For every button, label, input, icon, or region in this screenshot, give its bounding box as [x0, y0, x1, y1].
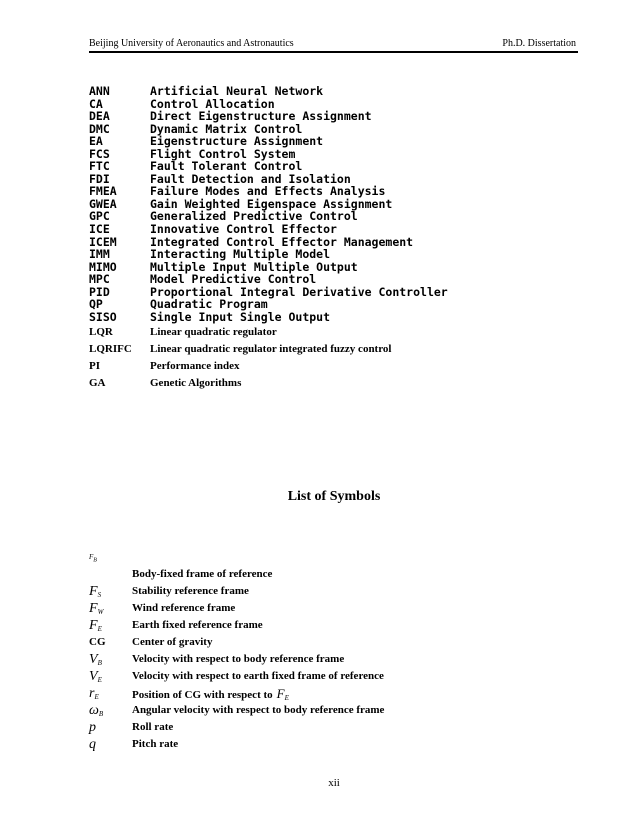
inline-symbol [277, 686, 289, 701]
abbreviation-value: Eigenstructure Assignment [150, 134, 324, 149]
symbol-notation [89, 736, 96, 757]
tiny-symbol [89, 553, 97, 564]
symbol-description [132, 600, 235, 617]
abbreviation-key: QP [89, 297, 103, 312]
abbreviation-key: ICEM [89, 234, 117, 249]
symbol-row [89, 566, 549, 583]
abbreviation-row [89, 160, 549, 173]
symbol-description-text: Center of gravity [132, 636, 213, 648]
abbreviation-value: Quadratic Program [150, 297, 268, 312]
abbreviation-value: Fault Detection and Isolation [150, 171, 351, 186]
symbol-row [89, 685, 549, 702]
abbreviation-row [89, 248, 549, 261]
abbreviation-row [89, 135, 549, 148]
symbol-subscript: W [97, 608, 104, 616]
symbol-description-text: Earth fixed reference frame [132, 619, 263, 631]
header-doc-type: Ph.D. Dissertation [502, 38, 576, 49]
abbreviation-value: Dynamic Matrix Control [150, 121, 303, 136]
tiny-symbol-base: F [89, 553, 94, 561]
symbol-base: V [89, 652, 98, 667]
abbreviation-row [89, 324, 549, 341]
abbreviation-value: Multiple Input Multiple Output [150, 259, 358, 274]
symbol-row [89, 719, 549, 736]
abbreviation-value: Direct Eigenstructure Assignment [150, 109, 372, 124]
symbol-description-text: Body-fixed frame of reference [132, 568, 273, 580]
symbol-row [89, 583, 549, 600]
symbol-description-text: Position of CG with respect to [132, 689, 273, 701]
symbol-base: q [89, 737, 96, 752]
symbol-base: F [89, 601, 98, 616]
page-number: xii [328, 777, 340, 789]
abbreviation-key: MIMO [89, 259, 117, 274]
symbol-subscript: B [97, 659, 102, 667]
abbreviation-key: IMM [89, 247, 110, 262]
abbreviation-value: Control Allocation [150, 96, 275, 111]
symbol-subscript: E [94, 693, 99, 701]
abbreviation-key: DEA [89, 109, 110, 124]
inline-symbol-subscript: E [284, 694, 289, 702]
abbreviation-value: Artificial Neural Network [150, 84, 324, 98]
symbol-base: F [89, 618, 98, 633]
symbol-list [89, 566, 549, 753]
inline-symbol-base: F [276, 686, 285, 701]
abbreviation-row [89, 311, 549, 324]
symbol-row [89, 617, 549, 634]
abbreviation-value: Linear quadratic regulator integrated fuzzy control [150, 343, 392, 355]
symbol-description [132, 651, 344, 668]
abbreviation-row [89, 298, 549, 311]
symbol-base: ω [89, 703, 99, 718]
abbreviation-key: GWEA [89, 196, 117, 211]
symbol-description [132, 583, 249, 600]
abbreviation-list-continued [89, 324, 549, 392]
symbol-description-text: Roll rate [132, 721, 174, 733]
abbreviation-value: Integrated Control Effector Management [150, 234, 414, 249]
symbol-base: V [89, 669, 98, 684]
abbreviation-value: Fault Tolerant Control [150, 159, 303, 174]
symbol-base: F [89, 584, 98, 599]
abbreviation-row [89, 223, 549, 236]
header-university: Beijing University of Aeronautics and Astronautics [89, 38, 294, 49]
symbols-title: List of Symbols [287, 489, 381, 504]
symbol-row [89, 600, 549, 617]
abbreviation-key: LQRIFC [89, 343, 132, 355]
symbol-subscript: B [98, 710, 104, 718]
symbol-subscript: S [97, 591, 102, 599]
tiny-symbol-sub: B [93, 557, 97, 564]
abbreviation-key: ICE [89, 222, 110, 237]
symbol-description [132, 634, 212, 651]
abbreviation-row [89, 358, 549, 375]
abbreviation-value: Performance index [150, 360, 240, 372]
abbreviation-key: FDI [89, 171, 110, 186]
abbreviation-row [89, 375, 549, 392]
symbol-base: CG [89, 636, 106, 648]
abbreviation-value: Model Predictive Control [150, 272, 317, 287]
abbreviation-key: ANN [89, 84, 110, 98]
abbreviation-key: PI [89, 360, 100, 372]
abbreviation-key: PID [89, 284, 110, 299]
abbreviation-value: Gain Weighted Eigenspace Assignment [150, 196, 393, 211]
abbreviation-value: Innovative Control Effector [150, 222, 337, 237]
abbreviation-value: Proportional Integral Derivative Controller [150, 284, 448, 299]
abbreviation-key: MPC [89, 272, 110, 287]
symbol-description-text: Stability reference frame [132, 585, 249, 597]
abbreviation-key: EA [89, 134, 103, 149]
symbol-description-text: Angular velocity with respect to body reference frame [132, 704, 385, 716]
symbol-description [132, 566, 272, 583]
abbreviation-value: Flight Control System [150, 146, 296, 161]
header-divider [89, 51, 578, 53]
abbreviation-key: CA [89, 96, 103, 111]
abbreviation-value: Interacting Multiple Model [150, 247, 331, 262]
abbreviation-key: FTC [89, 159, 110, 174]
symbol-row [89, 634, 549, 651]
page-header [89, 38, 576, 52]
abbreviation-value: Linear quadratic regulator [150, 326, 277, 338]
symbol-base: r [89, 686, 95, 701]
abbreviation-list [89, 85, 549, 323]
abbreviation-value: Generalized Predictive Control [150, 209, 358, 224]
abbreviation-value: Genetic Algorithms [150, 377, 242, 389]
abbreviation-key: FMEA [89, 184, 117, 199]
symbol-description [132, 736, 178, 753]
symbol-description-text: Velocity with respect to body reference frame [132, 653, 345, 665]
symbol-row [89, 668, 549, 685]
abbreviation-value: Single Input Single Output [150, 309, 331, 324]
abbreviation-value: Failure Modes and Effects Analysis [150, 184, 386, 199]
symbol-subscript: E [97, 625, 102, 633]
abbreviation-row [89, 273, 549, 286]
symbol-subscript: E [97, 676, 102, 684]
symbol-description [132, 617, 263, 634]
abbreviation-key: LQR [89, 326, 113, 338]
abbreviation-key: DMC [89, 121, 110, 136]
abbreviation-key: GPC [89, 209, 110, 224]
symbol-row [89, 702, 549, 719]
symbol-description-text: Pitch rate [132, 738, 179, 750]
abbreviation-row [89, 110, 549, 123]
symbol-row [89, 651, 549, 668]
abbreviation-row [89, 341, 549, 358]
symbol-description-text: Velocity with respect to earth fixed frame of reference [132, 670, 384, 682]
symbol-row [89, 736, 549, 753]
symbol-description [132, 668, 384, 685]
symbol-description-text: Wind reference frame [132, 602, 236, 614]
symbol-base: p [89, 720, 96, 735]
abbreviation-row [89, 85, 549, 98]
abbreviation-key: SISO [89, 309, 117, 324]
symbol-description [132, 719, 173, 736]
abbreviation-key: FCS [89, 146, 110, 161]
symbol-description [132, 702, 384, 719]
abbreviation-key: GA [89, 377, 106, 389]
